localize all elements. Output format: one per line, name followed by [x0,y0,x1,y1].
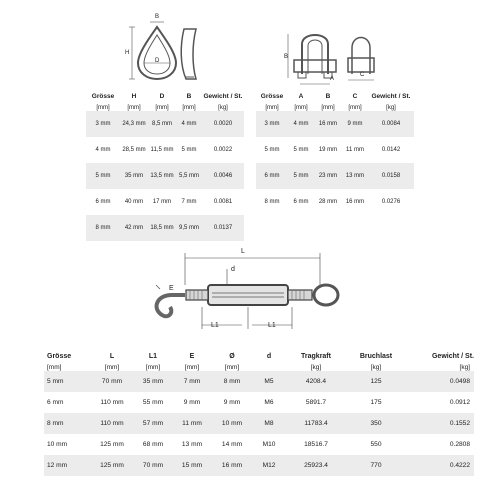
cell: 8 mm [212,371,252,392]
clip-header-b: B [325,93,331,100]
thimble-unit: [mm] [96,105,110,111]
thimble-diagram [120,15,210,85]
cell: 4208.4 [286,371,346,392]
clip-header-c: C [352,93,358,100]
cell: 8 mm [86,215,120,241]
turnbuckle-label-l1-right: L1 [268,322,276,329]
turnbuckle-header-weight: Gewicht / St. [431,353,474,360]
cell: 13,5 mm [148,163,176,189]
clip-unit: [kg] [386,105,396,111]
cell: 6 mm [95,199,111,205]
cell: 18516.7 [304,441,328,448]
cell: 0.0084 [368,111,414,137]
table-row [44,371,474,392]
cell: M6 [264,399,274,406]
cell: 5 mm [44,371,90,392]
cell: 57 mm [134,413,172,434]
cell: 125 mm [100,441,124,448]
turnbuckle-header-load: Tragkraft [301,353,331,360]
cell: 6 mm [256,163,288,189]
cell: 70 mm [90,371,134,392]
table-row [256,111,414,137]
table-row [256,137,414,163]
cell: 4 mm [288,111,314,137]
cell: 5891.7 [305,399,327,406]
cell: 7 mm [181,199,197,205]
cell: 0.0142 [381,147,401,153]
cell: 68 mm [142,441,164,448]
clip-header-size: Grösse [260,93,284,100]
cell: 175 [370,399,382,406]
cell: 17 mm [152,199,172,205]
cell: 18,5 mm [148,215,176,241]
cell: 4 mm [176,111,202,137]
cell: 6 mm [47,399,64,406]
cell: 0.4222 [406,455,474,476]
turnbuckle-label-l1-left: L1 [211,322,219,329]
turnbuckle-unit: [mm] [47,364,62,371]
turnbuckle-label-d: d [231,266,235,273]
turnbuckle-label-l: L [241,248,245,255]
thimble-header-weight: Gewicht / St. [203,93,243,100]
clip-header-weight: Gewicht / St. [371,93,411,100]
cell: 0.0276 [381,199,401,205]
cell: 28,5 mm [122,147,146,153]
clip-label-b: B [284,54,289,60]
thimble-unit: [mm] [182,105,196,111]
cell: 11783.4 [286,413,346,434]
cell: 125 mm [90,455,134,476]
cell: 40 mm [124,199,144,205]
clip-label-c: C [360,72,365,78]
cell: 110 mm [100,399,124,406]
cell: 16 mm [345,199,365,205]
cell: 5 mm [293,147,309,153]
table-row [44,392,474,413]
thimble-unit: [mm] [155,105,169,111]
cell: 770 [346,455,406,476]
thimble-unit: [kg] [218,105,228,111]
turnbuckle-unit: [mm] [184,364,200,371]
turnbuckle-unit: [mm] [145,364,161,371]
thimble-header-size: Grösse [91,93,115,100]
cell: 5 mm [288,163,314,189]
table-row [256,163,414,189]
cell: 0.0022 [213,147,233,153]
cell: 9,5 mm [176,215,202,241]
table-row [256,189,414,215]
cell: 4 mm [95,147,111,153]
cell: 13 mm [342,163,368,189]
cell: 13 mm [181,441,203,448]
cell: 7 mm [172,371,212,392]
cell: 9 mm [342,111,368,137]
cell: 9 mm [223,399,241,406]
clip-unit: [mm] [348,105,362,111]
cell: 16 mm [212,455,252,476]
turnbuckle-unit: [kg] [310,364,322,371]
turnbuckle-table [44,348,474,476]
cell: 0.0158 [368,163,414,189]
table-row [86,163,244,189]
table-row [86,215,244,241]
cell: 110 mm [90,413,134,434]
thimble-label-d: D [155,58,160,64]
cell: 5 mm [181,147,197,153]
turnbuckle-header-size: Grösse [47,353,72,360]
cell: 42 mm [120,215,148,241]
cell: 8,5 mm [148,111,176,137]
cell: 25923.4 [286,455,346,476]
turnbuckle-header-diameter: Ø [229,353,235,360]
table-row [44,455,474,476]
turnbuckle-header-e: E [189,353,195,360]
cell: 11,5 mm [150,147,174,153]
thimble-header-d: D [159,93,165,100]
cell: 35 mm [120,163,148,189]
cell: 16 mm [314,111,342,137]
cell: 550 [370,441,382,448]
clip-unit: [mm] [265,105,279,111]
thimble-label-h: H [125,50,130,56]
turnbuckle-header-l: L [109,353,115,360]
cell: 0.0046 [202,163,244,189]
cell: 5,5 mm [176,163,202,189]
cell: 19 mm [318,147,338,153]
thimble-header-h: H [131,93,137,100]
cell: 0.0912 [449,399,470,406]
cell: 23 mm [314,163,342,189]
turnbuckle-label-e: E [169,285,174,292]
cell: 350 [346,413,406,434]
cell: 5 mm [264,147,280,153]
table-row [86,111,244,137]
thimble-label-b: B [155,14,160,20]
cell: 10 mm [47,441,68,448]
cell: 70 mm [134,455,172,476]
turnbuckle-header-l1: L1 [148,353,158,360]
clip-header-a: A [298,93,304,100]
cell: 9 mm [183,399,201,406]
cell: 10 mm [212,413,252,434]
cell: 6 mm [293,199,309,205]
clip-unit: [mm] [294,105,308,111]
thimble-unit: [mm] [127,105,141,111]
cell: 125 [346,371,406,392]
table-row [86,137,244,163]
cell: 3 mm [86,111,120,137]
turnbuckle-unit: [mm] [224,364,240,371]
cell: 11 mm [172,413,212,434]
clip-unit: [mm] [321,105,335,111]
turnbuckle-unit: [kg] [459,364,470,371]
cell: 55 mm [142,399,164,406]
turnbuckle-diagram [130,245,360,340]
cell: 5 mm [86,163,120,189]
cell: 12 mm [44,455,90,476]
turnbuckle-unit: [mm] [104,364,120,371]
cell: M10 [262,441,276,448]
cell: 3 mm [256,111,288,137]
turnbuckle-unit [252,360,286,371]
cell: 0.0020 [202,111,244,137]
cell: 15 mm [172,455,212,476]
turnbuckle-header-d: d [266,353,272,360]
clip-table [256,88,414,215]
cell: M12 [252,455,286,476]
thimble-header-b: B [186,93,192,100]
cell: 28 mm [318,199,338,205]
cell: 0.0137 [202,215,244,241]
cell: 11 mm [346,147,364,153]
cell: 8 mm [264,199,280,205]
cell: 0.0081 [213,199,233,205]
turnbuckle-header-break: Bruchlast [359,353,393,360]
cell: 0.1552 [406,413,474,434]
cell: 14 mm [221,441,243,448]
clip-label-a: A [330,76,335,82]
thimble-table [86,88,244,241]
cell: 35 mm [134,371,172,392]
table-row [86,189,244,215]
cell: 0.0498 [406,371,474,392]
cell: 0.2808 [449,441,470,448]
table-row [44,434,474,455]
cell: 8 mm [44,413,90,434]
table-row [44,413,474,434]
turnbuckle-unit: [kg] [370,364,382,371]
cell: 24,3 mm [120,111,148,137]
cell: M8 [252,413,286,434]
cell: M5 [252,371,286,392]
